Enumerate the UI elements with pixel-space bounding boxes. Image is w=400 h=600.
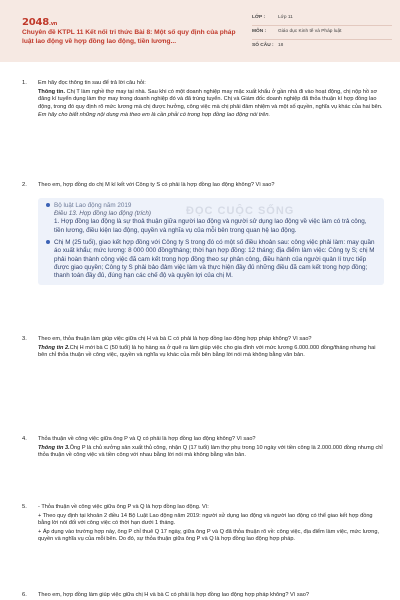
law-article: Điều 13. Hợp đồng lao động (trích): [54, 210, 151, 218]
answer-line: + Áp dụng vào trường hợp này, ông P chỉ thuê Q 17 ngày, giữa ông P và Q đã thỏa thuận rõ về: công việc, địa điểm làm việc, mức lương, quyền và nghĩa vụ của mỗi bên. Do đó, sự thỏa thuận giữa ông P và Q là hợp đồng lao động hợp pháp.: [38, 528, 380, 543]
info-lead: Thông tin.: [38, 88, 66, 95]
logo-text: 2048: [22, 17, 50, 28]
question-text: Theo em, thỏa thuận làm giúp việc giữa chị H và bà C có phải là hợp đồng lao động hợp pháp không? Vì sao?: [38, 336, 312, 342]
quote-case-section: [46, 239, 376, 280]
question-text: Theo em, hợp đồng làm giúp việc giữa chị H và bà C có phải là hợp đồng lao động hợp pháp không? Vì sao?: [38, 592, 309, 598]
question-text: Em hãy đọc thông tin sau để trả lời câu hỏi:: [38, 80, 146, 86]
meta-key: MÔN :: [252, 29, 267, 34]
document-title: Chuyên đề KTPL 11 Kết nối tri thức Bài 8: Một số quy định của pháp luật lao động về hợp đồng lao động, tiền lương...: [22, 29, 236, 45]
logo-suffix: .vn: [49, 21, 58, 27]
question-body: [38, 592, 384, 600]
page-header: [0, 0, 400, 62]
meta-value: Giáo dục Kinh tế và Pháp luật: [278, 29, 342, 34]
info-lead: Thông tin 3.: [38, 444, 70, 451]
legal-quote-box: [38, 198, 384, 286]
info-paragraph: [38, 89, 384, 112]
law-clause: 1. Hợp đồng lao động là sự thoả thuận giữa người lao động và người sử dụng lao động về việc làm có trả công, tiền lương, điều kiện lao động, quyền và nghĩa vụ của mỗi bên trong quan hệ lao động.: [54, 218, 367, 234]
watermark: ĐỌC CUỘC SỐNG: [186, 204, 295, 217]
meta-row-subject: [252, 26, 392, 40]
question-number: 1.: [22, 80, 27, 86]
question-number: 4.: [22, 436, 27, 442]
question-number: 6.: [22, 592, 27, 598]
info-text: Ông P là chủ xưởng sản xuất thủ công, nhận Q (17 tuổi) làm thợ phụ trong 10 ngày với tiền công là 2.000.000 đồng nhưng chỉ thỏa thuận về công việc và tiền công với nhau bằng lời nói mà không bằng văn bản.: [38, 444, 383, 459]
meta-value: Lớp 11: [278, 15, 293, 20]
meta-value: 18: [278, 43, 284, 48]
question-prompt: Em hãy cho biết những nội dung mà theo em là cần phải có trong hợp đồng lao động nói trên.: [38, 112, 271, 119]
question-number: 2.: [22, 182, 27, 188]
info-text: Chị H mới bà C (50 tuổi) là họ hàng xa ở quê ra làm giúp việc cho gia đình với mức lương 6.000.000 đồng/tháng nhưng hai bên chỉ thỏa thuận về công việc, quyền và nghĩa vụ khác của mỗi bên bằng lời nói mà không bằng văn bản.: [38, 344, 376, 359]
bullet-icon: [46, 240, 50, 244]
question-body: [38, 504, 384, 545]
info-paragraph: [38, 345, 384, 360]
questions-list: [0, 62, 400, 600]
question-body: [38, 182, 384, 285]
question-text: Thỏa thuận về công việc giữa ông P và Q có phải là hợp đồng lao động không? Vì sao?: [38, 436, 256, 442]
quote-law-section: [46, 202, 376, 235]
answer-line: - Thỏa thuận về công việc giữa ông P và Q là hợp đồng lao động. Vì:: [38, 504, 209, 510]
meta-row-count: [252, 40, 392, 54]
question-number: 5.: [22, 504, 27, 510]
meta-key: LỚP :: [252, 15, 266, 20]
question-body: [38, 436, 384, 461]
site-logo[interactable]: [22, 16, 57, 30]
question-number: 3.: [22, 336, 27, 342]
question-text: Theo em, hợp đồng do chị M kí kết với Công ty S có phải là hợp đồng lao động không? Vì sao?: [38, 182, 275, 188]
info-text: Chị T làm nghề thợ may tại nhà. Sau khi có một doanh nghiệp may mặc xuất khẩu ở gần nhà đi vào hoạt động, chị nộp hồ sơ đăng kí tuyển dụng làm thợ may trong doanh nghiệp đó và đã trúng tuyển. Chị và Giám đốc doanh nghiệp đã thỏa thuận kí hợp đồng lao động, trong đó quy định rõ mức lương mà chị được hưởng, công việc mà chị phải đảm nhiệm và một số quyền, nghĩa vụ khác của hai bên.: [38, 88, 383, 110]
case-text: Chị M (25 tuổi), giao kết hợp đồng với Công ty S trong đó có một số điều khoản sau: công việc phải làm: may quần áo xuất khẩu; mức lương: 8 000 000 đồng/tháng; thời hạn hợp đồng: 12 tháng; địa điểm làm việc: Công ty S; chị M phải hoàn thành công việc đã cam kết trong hợp đồng theo sự phân công, điều hành của người quản lí trực tiếp được giao quyền; Công ty S phải bảo đảm việc làm và thực hiện đầy đủ những điều đã cam kết trong hợp đồng; thanh toán đầy đủ, đúng hạn các chế độ và quyền lợi của chị M.: [54, 238, 375, 280]
meta-key: SỐ CÂU :: [252, 43, 274, 48]
question-body: [38, 80, 384, 121]
answer-line: + Theo quy định tại khoản 2 điều 14 Bộ Luật Lao động năm 2019: người sử dụng lao động và người lao động có thể giao kết hợp đồng bằng lời nói đối với công việc có thời hạn dưới 1 tháng.: [38, 512, 373, 527]
bullet-icon: [46, 203, 50, 207]
question-body: [38, 336, 384, 361]
meta-row-class: [252, 12, 392, 26]
document-meta: [252, 12, 392, 54]
info-lead: Thông tin 2.: [38, 344, 70, 351]
law-name: Bộ luật Lao động năm 2019: [54, 201, 132, 209]
info-paragraph: [38, 445, 384, 460]
